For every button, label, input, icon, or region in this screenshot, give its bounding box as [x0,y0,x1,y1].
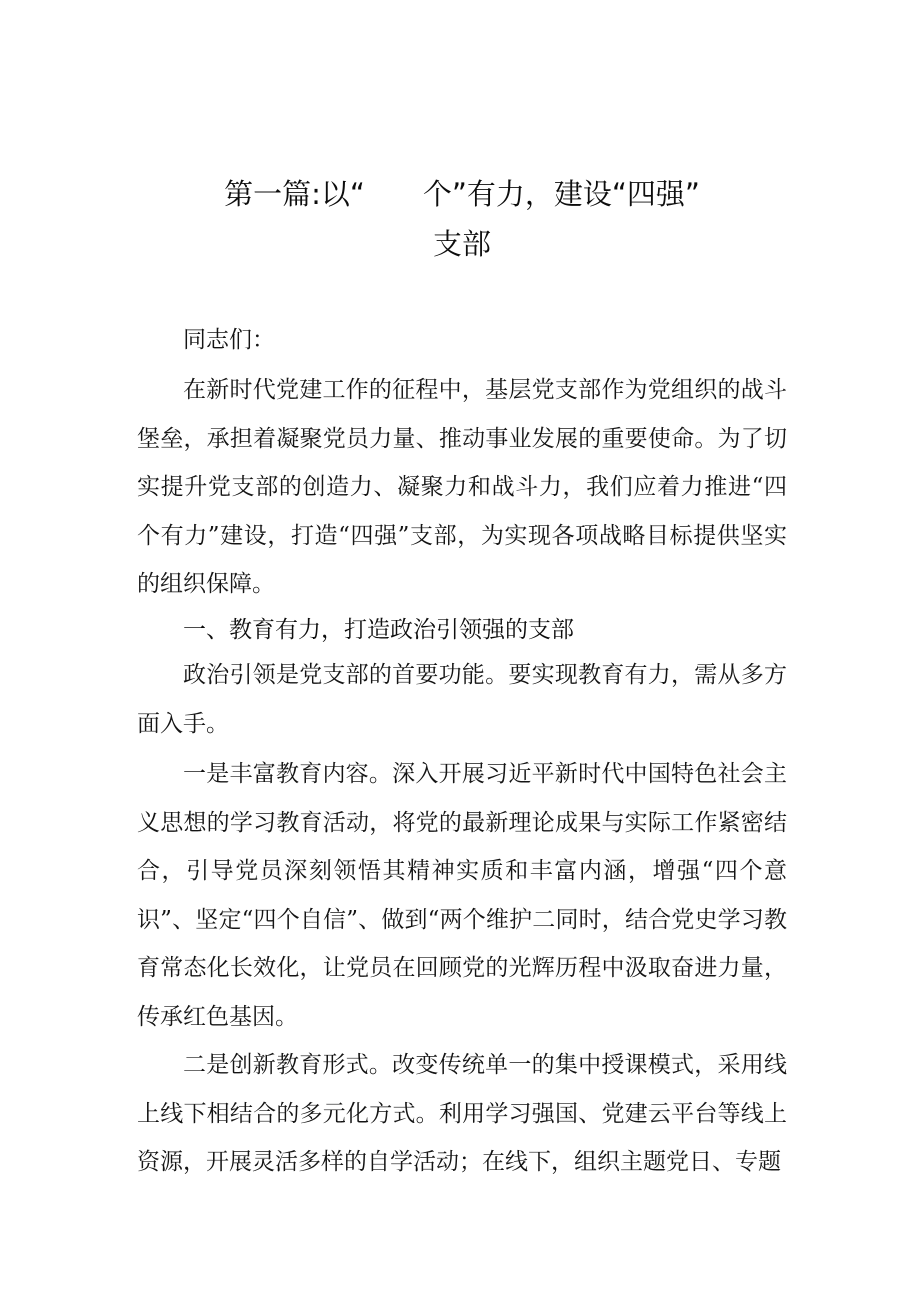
section-1-heading: 一、教育有力，打造政治引领强的支部 [183,617,574,643]
document-title-line-2: 支部 [432,227,491,261]
intro-paragraph: 在新时代党建工作的征程中，基层党支部作为党组织的战斗堡垒，承担着凝聚党员力量、推动事业发展的重要使命。为了切实提升党支部的创造力、凝聚力和战斗力，我们应着力推进“四个有力”建设，打造“四强”支部，为实现各项战略目标提供坚实的组织保障。 [137,377,787,597]
title-part-2: 个”有力，建设“四强” [422,177,700,211]
greeting: 同志们： [183,327,275,353]
section-1-paragraph-2: 一是丰富教育内容。深入开展习近平新时代中国特色社会主义思想的学习教育活动，将党的最新理论成果与实际工作紧密结合，引导党员深刻领悟其精神实质和丰富内涵，增强“四个意识”、坚定“四个自信”、做到“两个维护二同时，结合党史学习教育常态化长效化，让党员在回顾党的光辉历程中汲取奋进力量，传承红色基因。 [137,761,787,1030]
section-1-paragraph-3: 二是创新教育形式。改变传统单一的集中授课模式，采用线上线下相结合的多元化方式。利用学习强国、党建云平台等线上资源，开展灵活多样的自学活动；在线下，组织主题党日、专题 [137,1052,787,1175]
title-part-1: 第一篇:以“ [224,177,365,211]
document-title-line-1 [137,176,787,212]
section-1-paragraph-1: 政治引领是党支部的首要功能。要实现教育有力，需从多方面入手。 [137,662,787,737]
